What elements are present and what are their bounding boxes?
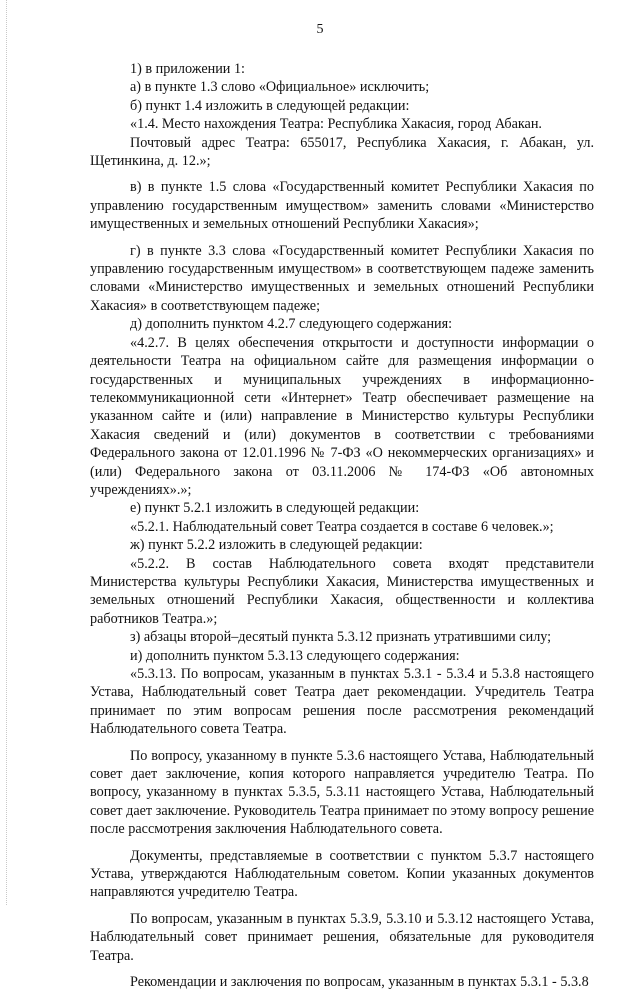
paragraph-5-3-9: По вопросам, указанным в пунктах 5.3.9, 5.3.10 и 5.3.12 настоящего Устава, Наблюдательный совет принимает решения, обязательные для руководителя Театра.: [90, 910, 594, 964]
paragraph-item-a: а) в пункте 1.3 слово «Официальное» исключить;: [130, 79, 430, 96]
paragraph-item-zh: ж) пункт 5.2.2 изложить в следующей редакции:: [130, 537, 423, 554]
paragraph-item-g: г) в пункте 3.3 слова «Государственный комитет Республики Хакасия по управлению государственным имуществом» в соответствующем падеже заменить словами «Министерство имущественных и земельных отношений Республики Хакасия» в соответствующем падеже;: [90, 242, 594, 314]
paragraph-item-e: е) пункт 5.2.1 изложить в следующей редакции:: [130, 500, 420, 517]
page-number: 5: [316, 22, 324, 37]
paragraph-5-3-6: По вопросу, указанному в пункте 5.3.6 настоящего Устава, Наблюдательный совет дает заключение, копия которого направляется учредителю Театра. По вопросу, указанному в пунктах 5.3.5, 5.3.11 настоящего Устава, Наблюдательный совет дает заключение. Руководитель Театра принимает по этому вопросу решение после рассмотрения заключения Наблюдательного совета.: [90, 747, 594, 838]
paragraph-item-b: б) пункт 1.4 изложить в следующей редакции:: [130, 97, 410, 114]
paragraph-item-d: д) дополнить пунктом 4.2.7 следующего содержания:: [130, 316, 453, 333]
paragraph-appendix-1: 1) в приложении 1:: [130, 61, 245, 77]
paragraph-item-v: в) в пункте 1.5 слова «Государственный комитет Республики Хакасия по управлению государственным имуществом» заменить словами «Министерство имущественных и земельных отношений Республики Хакасия»;: [90, 179, 594, 233]
paragraph-item-i: и) дополнить пунктом 5.3.13 следующего содержания:: [130, 647, 460, 664]
paragraph-item-z: з) абзацы второй–десятый пункта 5.3.12 признать утратившими силу;: [130, 629, 552, 646]
paragraph-1-4-location: «1.4. Место нахождения Театра: Республика Хакасия, город Абакан.: [130, 116, 542, 133]
paragraph-recommendations: Рекомендации и заключения по вопросам, указанным в пунктах 5.3.1 - 5.3.8: [130, 974, 589, 991]
paragraph-4-2-7: «4.2.7. В целях обеспечения открытости и доступности информации о деятельности Театра на официальном сайте для размещения информации о государственных и муниципальных учреждениях в информационно-телекоммуникационной сети «Интернет» Театр обеспечивает размещение на указанном сайте и (или) направление в Министерство культуры Республики Хакасия сведений и (или) документов в соответствии с требованиями Федерального закона от 12.01.1996 № 7-ФЗ «О некоммерческих организациях» и (или) Федерального закона от 03.11.2006 № 174-ФЗ «Об автономных учреждениях».»;: [90, 334, 594, 498]
document-body: [90, 60, 594, 992]
paragraph-5-2-1: «5.2.1. Наблюдательный совет Театра создается в составе 6 человек.»;: [130, 518, 554, 535]
scan-edge-line: [6, 0, 8, 905]
paragraph-5-2-2: «5.2.2. В состав Наблюдательного совета входят представители Министерства культуры Республики Хакасия, Министерства имущественных и земельных отношений Республики Хакасия, общественности и коллектива работников Театра.»;: [90, 555, 594, 627]
paragraph-5-3-13: «5.3.13. По вопросам, указанным в пунктах 5.3.1 - 5.3.4 и 5.3.8 настоящего Устава, Наблюдательный совет Театра дает рекомендации. Учредитель Театра принимает по этим вопросам решения после рассмотрения рекомендаций Наблюдательного совета Театра.: [90, 666, 594, 738]
paragraph-postal-address: Почтовый адрес Театра: 655017, Республика Хакасия, г. Абакан, ул. Щетинкина, д. 12.»;: [90, 134, 594, 170]
paragraph-5-3-7: Документы, представляемые в соответствии с пунктом 5.3.7 настоящего Устава, утверждаются Наблюдательным советом. Копии указанных документов направляются учредителю Театра.: [90, 847, 594, 901]
